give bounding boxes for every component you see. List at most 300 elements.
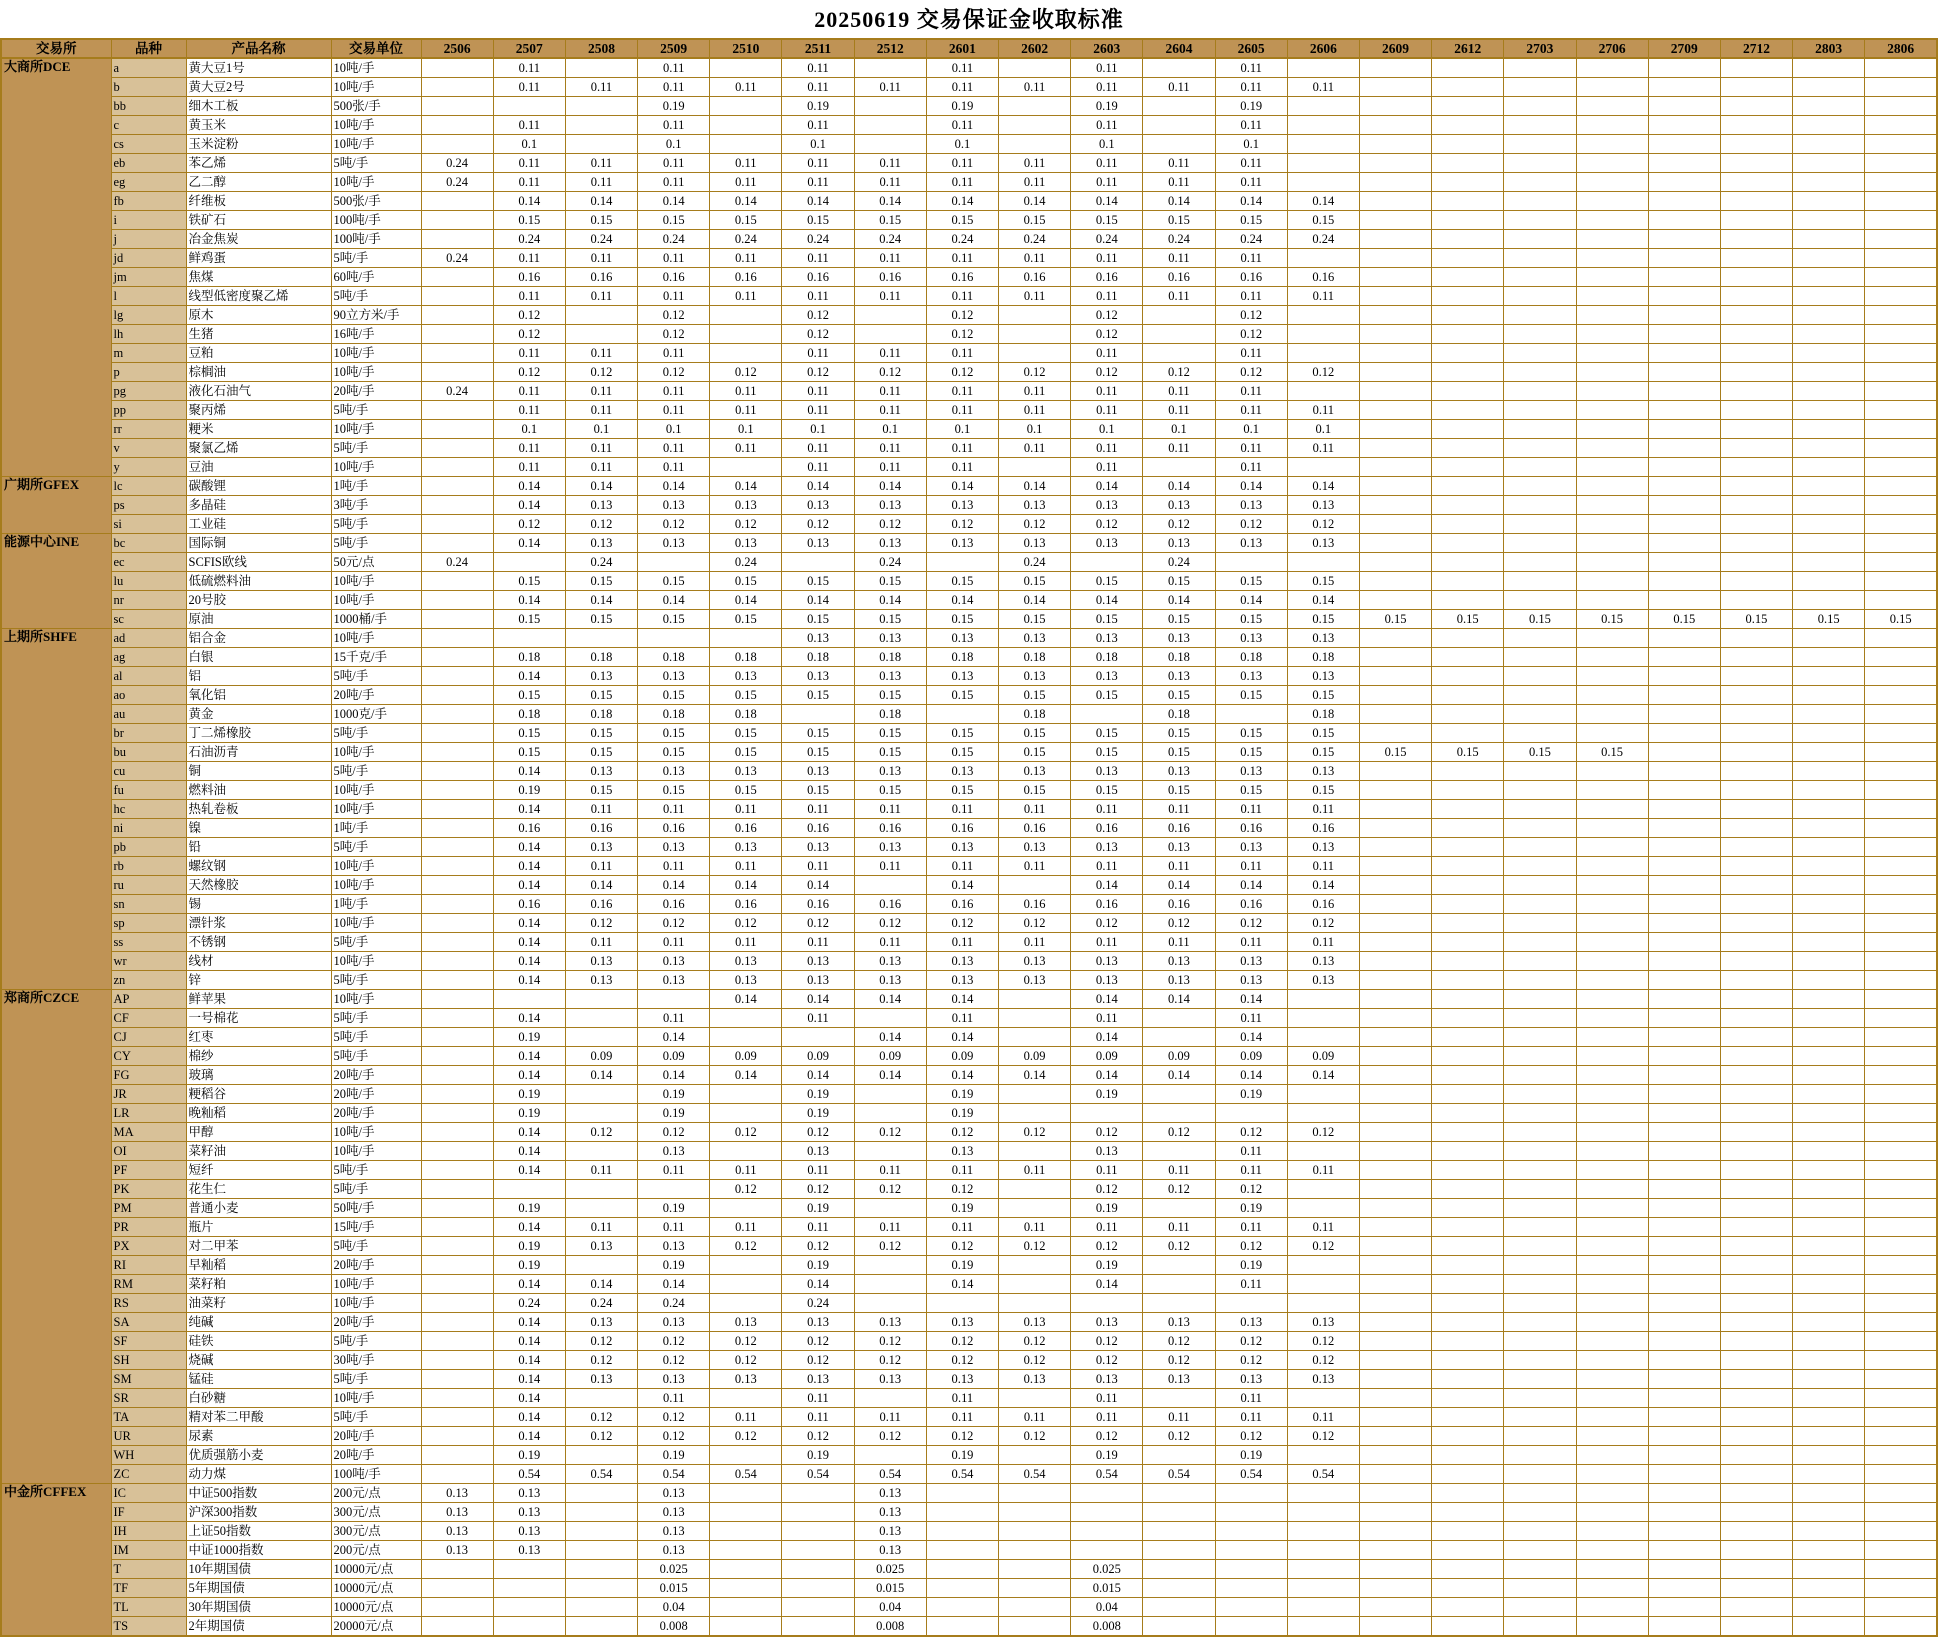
value-cell-IC-2612 <box>1432 1484 1504 1503</box>
value-cell-ss-2706 <box>1576 933 1648 952</box>
value-cell-PK-2601: 0.12 <box>926 1180 998 1199</box>
table-row-ao <box>1 686 1937 705</box>
value-cell-IF-2508 <box>565 1503 637 1522</box>
unit-cell: 20吨/手 <box>331 686 421 705</box>
value-cell-pg-2601: 0.11 <box>926 382 998 401</box>
value-cell-y-2506 <box>421 458 493 477</box>
code-cell: PX <box>111 1237 186 1256</box>
value-cell-ZC-2703 <box>1504 1465 1576 1484</box>
value-cell-LR-2604 <box>1143 1104 1215 1123</box>
value-cell-CF-2706 <box>1576 1009 1648 1028</box>
value-cell-y-2703 <box>1504 458 1576 477</box>
product-name-cell: 烧碱 <box>186 1351 331 1370</box>
value-cell-WH-2612 <box>1432 1446 1504 1465</box>
value-cell-m-2604 <box>1143 344 1215 363</box>
value-cell-zn-2510: 0.13 <box>710 971 782 990</box>
value-cell-WH-2507: 0.19 <box>493 1446 565 1465</box>
value-cell-FG-2512: 0.14 <box>854 1066 926 1085</box>
value-cell-sc-2709: 0.15 <box>1648 610 1720 629</box>
value-cell-ao-2511: 0.15 <box>782 686 854 705</box>
product-name-cell: 铜 <box>186 762 331 781</box>
value-cell-i-2803 <box>1793 211 1865 230</box>
value-cell-PM-2601: 0.19 <box>926 1199 998 1218</box>
value-cell-ec-2509 <box>638 553 710 572</box>
value-cell-hc-2601: 0.11 <box>926 800 998 819</box>
value-cell-rb-2511: 0.11 <box>782 857 854 876</box>
value-cell-RS-2512 <box>854 1294 926 1313</box>
value-cell-c-2706 <box>1576 116 1648 135</box>
value-cell-cs-2806 <box>1865 135 1937 154</box>
value-cell-m-2612 <box>1432 344 1504 363</box>
value-cell-cu-2709 <box>1648 762 1720 781</box>
value-cell-eg-2706 <box>1576 173 1648 192</box>
value-cell-lu-2612 <box>1432 572 1504 591</box>
value-cell-jd-2806 <box>1865 249 1937 268</box>
value-cell-rb-2507: 0.14 <box>493 857 565 876</box>
value-cell-m-2605: 0.11 <box>1215 344 1287 363</box>
value-cell-PF-2603: 0.11 <box>1071 1161 1143 1180</box>
unit-cell: 1吨/手 <box>331 819 421 838</box>
code-cell: cu <box>111 762 186 781</box>
value-cell-PR-2605: 0.11 <box>1215 1218 1287 1237</box>
value-cell-lc-2511: 0.14 <box>782 477 854 496</box>
value-cell-jd-2601: 0.11 <box>926 249 998 268</box>
value-cell-SM-2603: 0.13 <box>1071 1370 1143 1389</box>
value-cell-SH-2602: 0.12 <box>999 1351 1071 1370</box>
value-cell-SH-2510: 0.12 <box>710 1351 782 1370</box>
value-cell-v-2709 <box>1648 439 1720 458</box>
value-cell-ss-2601: 0.11 <box>926 933 998 952</box>
value-cell-sn-2612 <box>1432 895 1504 914</box>
value-cell-bu-2506 <box>421 743 493 762</box>
value-cell-ps-2508: 0.13 <box>565 496 637 515</box>
value-cell-ps-2605: 0.13 <box>1215 496 1287 515</box>
unit-cell: 500张/手 <box>331 192 421 211</box>
value-cell-TA-2506 <box>421 1408 493 1427</box>
value-cell-fb-2510: 0.14 <box>710 192 782 211</box>
value-cell-fb-2512: 0.14 <box>854 192 926 211</box>
value-cell-lh-2605: 0.12 <box>1215 325 1287 344</box>
value-cell-bu-2507: 0.15 <box>493 743 565 762</box>
code-cell: JR <box>111 1085 186 1104</box>
value-cell-ZC-2609 <box>1359 1465 1431 1484</box>
value-cell-pp-2703 <box>1504 401 1576 420</box>
value-cell-ec-2510: 0.24 <box>710 553 782 572</box>
value-cell-ru-2508: 0.14 <box>565 876 637 895</box>
value-cell-CF-2602 <box>999 1009 1071 1028</box>
value-cell-PM-2706 <box>1576 1199 1648 1218</box>
value-cell-PM-2602 <box>999 1199 1071 1218</box>
value-cell-SH-2606: 0.12 <box>1287 1351 1359 1370</box>
value-cell-sp-2507: 0.14 <box>493 914 565 933</box>
value-cell-SR-2603: 0.11 <box>1071 1389 1143 1408</box>
value-cell-lu-2507: 0.15 <box>493 572 565 591</box>
product-name-cell: 锌 <box>186 971 331 990</box>
value-cell-p-2602: 0.12 <box>999 363 1071 382</box>
value-cell-TA-2605: 0.11 <box>1215 1408 1287 1427</box>
value-cell-LR-2612 <box>1432 1104 1504 1123</box>
value-cell-UR-2511: 0.12 <box>782 1427 854 1446</box>
code-cell: br <box>111 724 186 743</box>
value-cell-PX-2712 <box>1720 1237 1792 1256</box>
value-cell-SF-2602: 0.12 <box>999 1332 1071 1351</box>
unit-cell: 20吨/手 <box>331 1256 421 1275</box>
value-cell-TA-2509: 0.12 <box>638 1408 710 1427</box>
value-cell-PK-2605: 0.12 <box>1215 1180 1287 1199</box>
value-cell-au-2507: 0.18 <box>493 705 565 724</box>
value-cell-cs-2709 <box>1648 135 1720 154</box>
value-cell-SA-2606: 0.13 <box>1287 1313 1359 1332</box>
value-cell-al-2612 <box>1432 667 1504 686</box>
value-cell-TA-2508: 0.12 <box>565 1408 637 1427</box>
value-cell-m-2510 <box>710 344 782 363</box>
table-row-ag <box>1 648 1937 667</box>
value-cell-IC-2510 <box>710 1484 782 1503</box>
value-cell-y-2606 <box>1287 458 1359 477</box>
value-cell-ru-2507: 0.14 <box>493 876 565 895</box>
value-cell-sc-2506 <box>421 610 493 629</box>
value-cell-rr-2511: 0.1 <box>782 420 854 439</box>
value-cell-cu-2605: 0.13 <box>1215 762 1287 781</box>
value-cell-al-2806 <box>1865 667 1937 686</box>
value-cell-TL-2706 <box>1576 1598 1648 1617</box>
value-cell-CJ-2703 <box>1504 1028 1576 1047</box>
value-cell-m-2703 <box>1504 344 1576 363</box>
value-cell-PR-2703 <box>1504 1218 1576 1237</box>
value-cell-TF-2601 <box>926 1579 998 1598</box>
unit-cell: 30吨/手 <box>331 1351 421 1370</box>
value-cell-ni-2604: 0.16 <box>1143 819 1215 838</box>
value-cell-m-2506 <box>421 344 493 363</box>
value-cell-SR-2510 <box>710 1389 782 1408</box>
value-cell-a-2602 <box>999 58 1071 78</box>
value-cell-jm-2606: 0.16 <box>1287 268 1359 287</box>
value-cell-eb-2507: 0.11 <box>493 154 565 173</box>
value-cell-b-2512: 0.11 <box>854 78 926 97</box>
value-cell-i-2602: 0.15 <box>999 211 1071 230</box>
value-cell-eg-2712 <box>1720 173 1792 192</box>
value-cell-wr-2604: 0.13 <box>1143 952 1215 971</box>
value-cell-TL-2510 <box>710 1598 782 1617</box>
value-cell-bc-2506 <box>421 534 493 553</box>
value-cell-au-2506 <box>421 705 493 724</box>
value-cell-PX-2508: 0.13 <box>565 1237 637 1256</box>
value-cell-IH-2712 <box>1720 1522 1792 1541</box>
value-cell-ni-2603: 0.16 <box>1071 819 1143 838</box>
value-cell-l-2605: 0.11 <box>1215 287 1287 306</box>
value-cell-TL-2709 <box>1648 1598 1720 1617</box>
value-cell-a-2703 <box>1504 58 1576 78</box>
value-cell-sc-2510: 0.15 <box>710 610 782 629</box>
code-cell: ec <box>111 553 186 572</box>
value-cell-bu-2712 <box>1720 743 1792 762</box>
value-cell-bc-2511: 0.13 <box>782 534 854 553</box>
unit-cell: 10吨/手 <box>331 876 421 895</box>
value-cell-ec-2806 <box>1865 553 1937 572</box>
col-header-month-2604: 2604 <box>1143 39 1215 58</box>
value-cell-T-2508 <box>565 1560 637 1579</box>
value-cell-zn-2508: 0.13 <box>565 971 637 990</box>
value-cell-eg-2803 <box>1793 173 1865 192</box>
value-cell-LR-2712 <box>1720 1104 1792 1123</box>
product-name-cell: 热轧卷板 <box>186 800 331 819</box>
value-cell-wr-2510: 0.13 <box>710 952 782 971</box>
product-name-cell: 不锈钢 <box>186 933 331 952</box>
value-cell-bc-2507: 0.14 <box>493 534 565 553</box>
value-cell-FG-2509: 0.14 <box>638 1066 710 1085</box>
value-cell-PX-2706 <box>1576 1237 1648 1256</box>
product-name-cell: 豆油 <box>186 458 331 477</box>
value-cell-PX-2703 <box>1504 1237 1576 1256</box>
value-cell-SF-2511: 0.12 <box>782 1332 854 1351</box>
value-cell-j-2511: 0.24 <box>782 230 854 249</box>
value-cell-rr-2506 <box>421 420 493 439</box>
code-cell: lh <box>111 325 186 344</box>
value-cell-br-2803 <box>1793 724 1865 743</box>
table-row-fu <box>1 781 1937 800</box>
value-cell-LR-2709 <box>1648 1104 1720 1123</box>
value-cell-UR-2509: 0.12 <box>638 1427 710 1446</box>
table-row-SM <box>1 1370 1937 1389</box>
table-row-TF <box>1 1579 1937 1598</box>
value-cell-ao-2709 <box>1648 686 1720 705</box>
value-cell-PK-2509 <box>638 1180 710 1199</box>
code-cell: PR <box>111 1218 186 1237</box>
value-cell-SA-2508: 0.13 <box>565 1313 637 1332</box>
value-cell-rb-2803 <box>1793 857 1865 876</box>
value-cell-MA-2803 <box>1793 1123 1865 1142</box>
value-cell-a-2508 <box>565 58 637 78</box>
value-cell-wr-2603: 0.13 <box>1071 952 1143 971</box>
code-cell: ru <box>111 876 186 895</box>
value-cell-sp-2602: 0.12 <box>999 914 1071 933</box>
value-cell-TS-2511 <box>782 1617 854 1637</box>
value-cell-FG-2606: 0.14 <box>1287 1066 1359 1085</box>
value-cell-i-2706 <box>1576 211 1648 230</box>
value-cell-ps-2706 <box>1576 496 1648 515</box>
value-cell-pg-2509: 0.11 <box>638 382 710 401</box>
value-cell-c-2709 <box>1648 116 1720 135</box>
value-cell-IM-2806 <box>1865 1541 1937 1560</box>
value-cell-UR-2506 <box>421 1427 493 1446</box>
value-cell-ps-2511: 0.13 <box>782 496 854 515</box>
product-name-cell: 碳酸锂 <box>186 477 331 496</box>
value-cell-sn-2703 <box>1504 895 1576 914</box>
value-cell-ad-2604: 0.13 <box>1143 629 1215 648</box>
value-cell-m-2509: 0.11 <box>638 344 710 363</box>
value-cell-PK-2806 <box>1865 1180 1937 1199</box>
code-cell: jd <box>111 249 186 268</box>
value-cell-RS-2511: 0.24 <box>782 1294 854 1313</box>
value-cell-bu-2612: 0.15 <box>1432 743 1504 762</box>
value-cell-FG-2803 <box>1793 1066 1865 1085</box>
value-cell-lu-2512: 0.15 <box>854 572 926 591</box>
value-cell-PX-2604: 0.12 <box>1143 1237 1215 1256</box>
value-cell-sn-2509: 0.16 <box>638 895 710 914</box>
value-cell-pg-2606 <box>1287 382 1359 401</box>
value-cell-ag-2506 <box>421 648 493 667</box>
value-cell-WH-2606 <box>1287 1446 1359 1465</box>
value-cell-rb-2601: 0.11 <box>926 857 998 876</box>
table-row-l <box>1 287 1937 306</box>
value-cell-jd-2509: 0.11 <box>638 249 710 268</box>
value-cell-MA-2601: 0.12 <box>926 1123 998 1142</box>
value-cell-cu-2609 <box>1359 762 1431 781</box>
value-cell-pb-2806 <box>1865 838 1937 857</box>
value-cell-T-2612 <box>1432 1560 1504 1579</box>
value-cell-ad-2703 <box>1504 629 1576 648</box>
value-cell-SA-2712 <box>1720 1313 1792 1332</box>
value-cell-UR-2507: 0.14 <box>493 1427 565 1446</box>
value-cell-al-2507: 0.14 <box>493 667 565 686</box>
value-cell-MA-2709 <box>1648 1123 1720 1142</box>
value-cell-IF-2706 <box>1576 1503 1648 1522</box>
value-cell-CY-2803 <box>1793 1047 1865 1066</box>
value-cell-PX-2510: 0.12 <box>710 1237 782 1256</box>
unit-cell: 10吨/手 <box>331 857 421 876</box>
value-cell-CF-2703 <box>1504 1009 1576 1028</box>
value-cell-c-2602 <box>999 116 1071 135</box>
value-cell-i-2612 <box>1432 211 1504 230</box>
value-cell-bu-2806 <box>1865 743 1937 762</box>
value-cell-UR-2806 <box>1865 1427 1937 1446</box>
value-cell-PF-2606: 0.11 <box>1287 1161 1359 1180</box>
value-cell-bb-2601: 0.19 <box>926 97 998 116</box>
value-cell-eg-2604: 0.11 <box>1143 173 1215 192</box>
value-cell-TA-2601: 0.11 <box>926 1408 998 1427</box>
value-cell-IM-2601 <box>926 1541 998 1560</box>
value-cell-bu-2512: 0.15 <box>854 743 926 762</box>
value-cell-ru-2712 <box>1720 876 1792 895</box>
value-cell-ps-2803 <box>1793 496 1865 515</box>
value-cell-eg-2703 <box>1504 173 1576 192</box>
value-cell-eb-2602: 0.11 <box>999 154 1071 173</box>
value-cell-m-2606 <box>1287 344 1359 363</box>
code-cell: eg <box>111 173 186 192</box>
value-cell-i-2601: 0.15 <box>926 211 998 230</box>
value-cell-eg-2609 <box>1359 173 1431 192</box>
value-cell-TS-2510 <box>710 1617 782 1637</box>
value-cell-lc-2602: 0.14 <box>999 477 1071 496</box>
value-cell-OI-2506 <box>421 1142 493 1161</box>
value-cell-OI-2602 <box>999 1142 1071 1161</box>
value-cell-PR-2606: 0.11 <box>1287 1218 1359 1237</box>
value-cell-m-2601: 0.11 <box>926 344 998 363</box>
value-cell-ad-2612 <box>1432 629 1504 648</box>
value-cell-ZC-2510: 0.54 <box>710 1465 782 1484</box>
value-cell-ag-2602: 0.18 <box>999 648 1071 667</box>
value-cell-bb-2709 <box>1648 97 1720 116</box>
code-cell: PK <box>111 1180 186 1199</box>
value-cell-IH-2709 <box>1648 1522 1720 1541</box>
value-cell-pp-2512: 0.11 <box>854 401 926 420</box>
unit-cell: 5吨/手 <box>331 724 421 743</box>
value-cell-ps-2601: 0.13 <box>926 496 998 515</box>
value-cell-SR-2709 <box>1648 1389 1720 1408</box>
value-cell-sn-2602: 0.16 <box>999 895 1071 914</box>
value-cell-RI-2506 <box>421 1256 493 1275</box>
product-name-cell: 鲜苹果 <box>186 990 331 1009</box>
value-cell-nr-2706 <box>1576 591 1648 610</box>
table-row-RM <box>1 1275 1937 1294</box>
value-cell-bu-2603: 0.15 <box>1071 743 1143 762</box>
value-cell-j-2603: 0.24 <box>1071 230 1143 249</box>
value-cell-IH-2803 <box>1793 1522 1865 1541</box>
value-cell-WH-2510 <box>710 1446 782 1465</box>
value-cell-i-2603: 0.15 <box>1071 211 1143 230</box>
value-cell-PR-2712 <box>1720 1218 1792 1237</box>
value-cell-UR-2605: 0.12 <box>1215 1427 1287 1446</box>
value-cell-OI-2508 <box>565 1142 637 1161</box>
value-cell-OI-2603: 0.13 <box>1071 1142 1143 1161</box>
value-cell-jd-2709 <box>1648 249 1720 268</box>
value-cell-nr-2709 <box>1648 591 1720 610</box>
unit-cell: 50元/点 <box>331 553 421 572</box>
value-cell-b-2605: 0.11 <box>1215 78 1287 97</box>
value-cell-IC-2803 <box>1793 1484 1865 1503</box>
value-cell-rb-2712 <box>1720 857 1792 876</box>
value-cell-WH-2512 <box>854 1446 926 1465</box>
value-cell-T-2605 <box>1215 1560 1287 1579</box>
code-cell: ao <box>111 686 186 705</box>
product-name-cell: 中证500指数 <box>186 1484 331 1503</box>
col-header-month-2602: 2602 <box>999 39 1071 58</box>
value-cell-SM-2602: 0.13 <box>999 1370 1071 1389</box>
unit-cell: 5吨/手 <box>331 515 421 534</box>
value-cell-sc-2601: 0.15 <box>926 610 998 629</box>
value-cell-al-2803 <box>1793 667 1865 686</box>
value-cell-p-2510: 0.12 <box>710 363 782 382</box>
value-cell-OI-2510 <box>710 1142 782 1161</box>
table-row-FG <box>1 1066 1937 1085</box>
value-cell-fu-2603: 0.15 <box>1071 781 1143 800</box>
code-cell: m <box>111 344 186 363</box>
table-row-ni <box>1 819 1937 838</box>
value-cell-ag-2511: 0.18 <box>782 648 854 667</box>
value-cell-sc-2603: 0.15 <box>1071 610 1143 629</box>
value-cell-ni-2506 <box>421 819 493 838</box>
value-cell-zn-2509: 0.13 <box>638 971 710 990</box>
value-cell-AP-2703 <box>1504 990 1576 1009</box>
value-cell-v-2506 <box>421 439 493 458</box>
value-cell-fb-2605: 0.14 <box>1215 192 1287 211</box>
value-cell-PR-2601: 0.11 <box>926 1218 998 1237</box>
value-cell-c-2605: 0.11 <box>1215 116 1287 135</box>
value-cell-ag-2603: 0.18 <box>1071 648 1143 667</box>
value-cell-p-2507: 0.12 <box>493 363 565 382</box>
value-cell-PF-2601: 0.11 <box>926 1161 998 1180</box>
value-cell-MA-2806 <box>1865 1123 1937 1142</box>
code-cell: eb <box>111 154 186 173</box>
value-cell-b-2601: 0.11 <box>926 78 998 97</box>
value-cell-lh-2510 <box>710 325 782 344</box>
value-cell-hc-2508: 0.11 <box>565 800 637 819</box>
value-cell-fb-2706 <box>1576 192 1648 211</box>
value-cell-WH-2706 <box>1576 1446 1648 1465</box>
value-cell-jm-2512: 0.16 <box>854 268 926 287</box>
value-cell-IH-2508 <box>565 1522 637 1541</box>
value-cell-hc-2609 <box>1359 800 1431 819</box>
value-cell-b-2604: 0.11 <box>1143 78 1215 97</box>
value-cell-j-2806 <box>1865 230 1937 249</box>
col-header-month-2803: 2803 <box>1793 39 1865 58</box>
value-cell-c-2803 <box>1793 116 1865 135</box>
value-cell-bc-2609 <box>1359 534 1431 553</box>
value-cell-eb-2604: 0.11 <box>1143 154 1215 173</box>
value-cell-RM-2507: 0.14 <box>493 1275 565 1294</box>
value-cell-PM-2609 <box>1359 1199 1431 1218</box>
value-cell-ss-2510: 0.11 <box>710 933 782 952</box>
